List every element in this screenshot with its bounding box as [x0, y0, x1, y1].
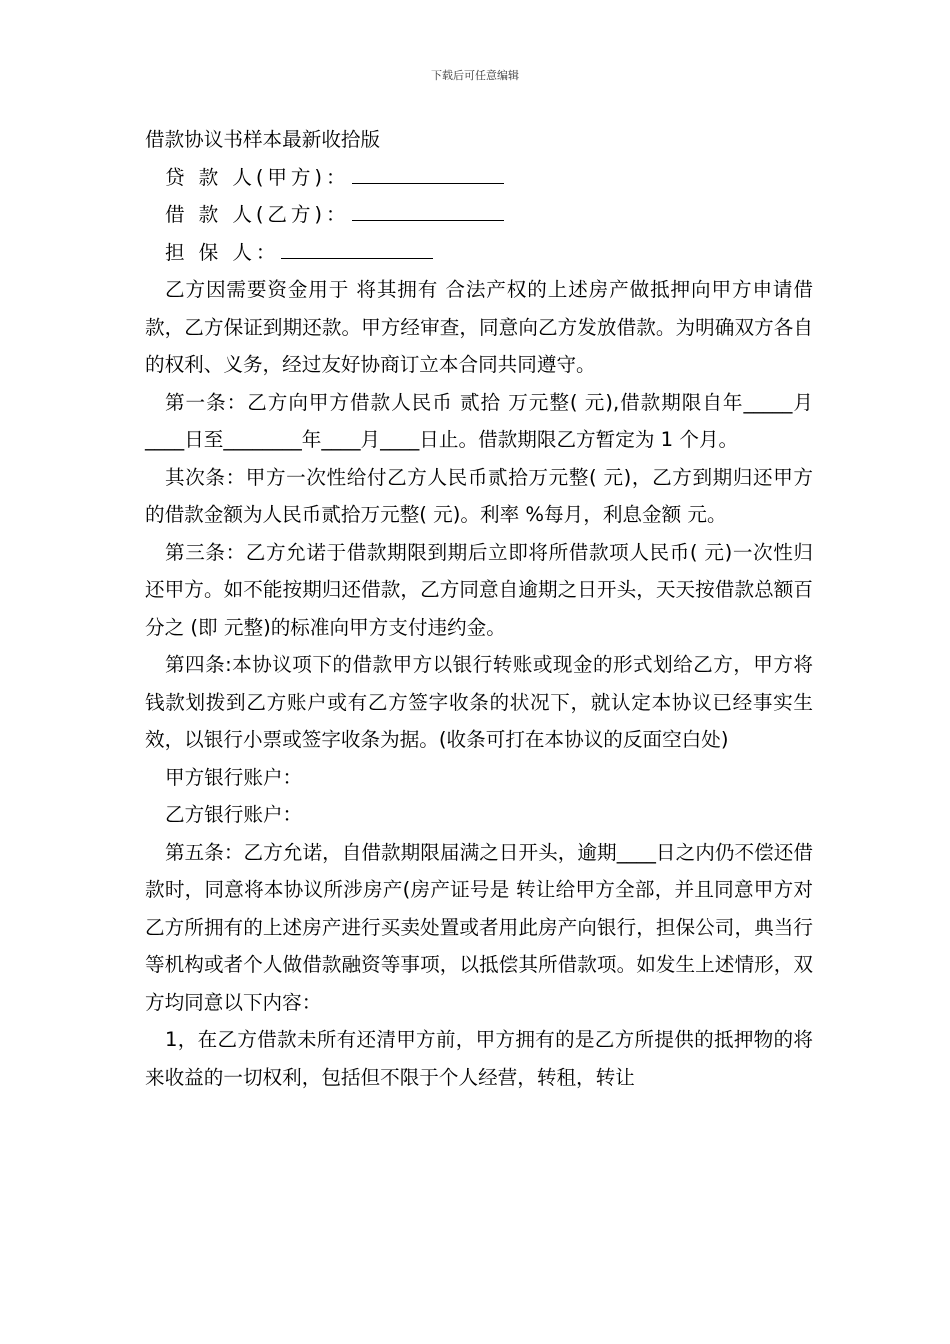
party-lender-blank [352, 159, 504, 184]
paragraph-article-3: 第三条：乙方允诺于借款期限到期后立即将所借款项人民币( 元)一次性归还甲方。如不能按期归还借款，乙方同意自逾期之日开头，天天按借款总额百分之 (即 元整)的标准向甲方支付违约金。 [145, 540, 813, 639]
party-guarantor [145, 234, 813, 272]
party-borrower-blank [352, 196, 504, 221]
party-guarantor-label: 担 保 人： [165, 240, 280, 264]
header-note: 下载后可任意编辑 [431, 69, 519, 82]
borrower-bank-account: 乙方银行账户： [165, 803, 303, 826]
party-borrower [145, 196, 813, 234]
paragraph-preamble: 乙方因需要资金用于 将其拥有 合法产权的上述房产做抵押向甲方申请借款，乙方保证到期还款。甲方经审查，同意向乙方发放借款。为明确双方各自的权利、义务，经过友好协商订立本合同共同遵守。 [145, 278, 813, 376]
party-lender [145, 159, 813, 197]
party-guarantor-blank [281, 234, 433, 259]
paragraph-article-5: 第五条：乙方允诺，自借款期限届满之日开头，逾期____日之内仍不偿还借款时，同意将本协议所涉房产(房产证号是 转让给甲方全部，并且同意甲方对乙方所拥有的上述房产进行买卖处置或者用此房产向银行，担保公司，典当行等机构或者个人做借款融资等事项，以抵偿其所借款项。如发生上述情形，双方均同意以下内容： [145, 840, 813, 1014]
party-borrower-label: 借 款 人(乙方)： [165, 203, 350, 226]
party-lender-label: 贷 款 人(甲方)： [165, 165, 350, 189]
paragraph-article-2: 其次条：甲方一次性给付乙方人民币贰拾万元整( 元)，乙方到期归还甲方的借款金额为人民币贰拾万元整( 元)。利率 %每月，利息金额 元。 [145, 465, 813, 526]
paragraph-article-1: 第一条：乙方向甲方借款人民币 贰拾 万元整( 元),借款期限自年_____月____日至________年____月____日止。借款期限乙方暂定为 1 个月。 [145, 390, 813, 451]
paragraph-article-4: 第四条:本协议项下的借款甲方以银行转账或现金的形式划给乙方，甲方将钱款划拨到乙方账户或有乙方签字收条的状况下，就认定本协议已经事实生效，以银行小票或签字收条为据。(收条可打在本协议的反面空白处) [145, 653, 813, 751]
document-body [145, 121, 813, 1096]
document-title: 借款协议书样本最新收拾版 [145, 128, 381, 151]
paragraph-clause-1: 1，在乙方借款未所有还清甲方前，甲方拥有的是乙方所提供的抵押物的将来收益的一切权利，包括但不限于个人经营，转租，转让 [145, 1028, 813, 1089]
lender-bank-account: 甲方银行账户： [165, 765, 303, 789]
